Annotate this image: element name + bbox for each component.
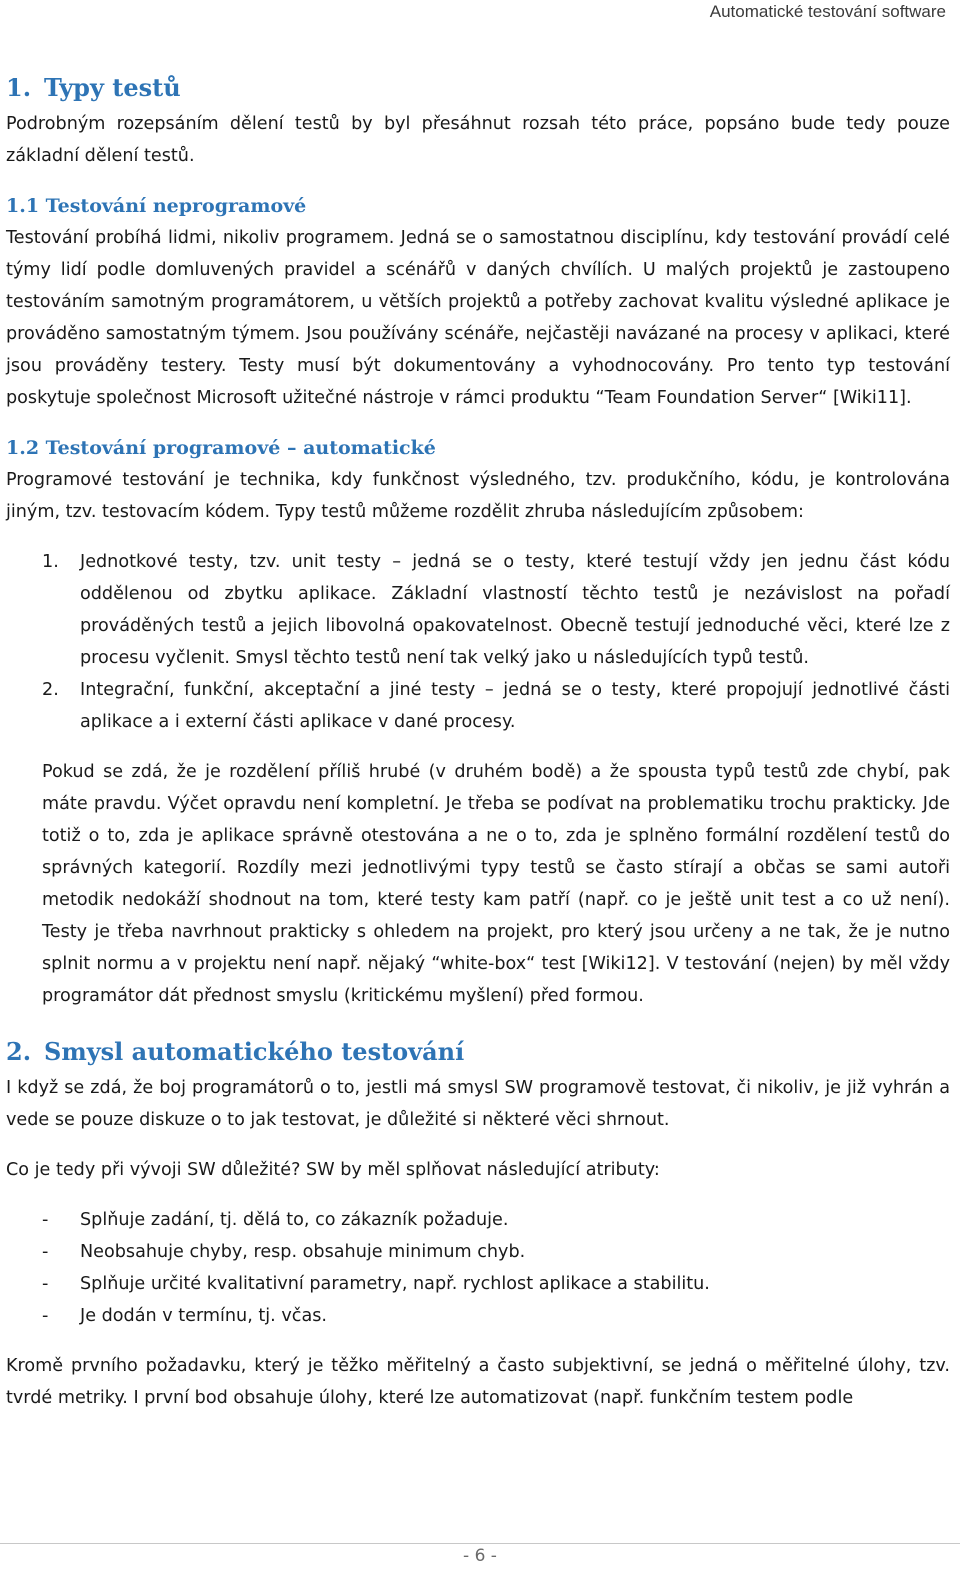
list-item-text: Neobsahuje chyby, resp. obsahuje minimum chyb.: [80, 1242, 526, 1262]
running-header: Automatické testování software: [709, 2, 946, 21]
list-marker: -: [42, 1210, 49, 1230]
paragraph-purpose: I když se zdá, že boj programátorů o to, jestli má smysl SW programově testovat, či nikoliv, je již vyhrán a vede se pouze diskuze o to jak testovat, je důležité si některé věci shrnout.: [6, 1078, 950, 1130]
list-item: [6, 1236, 950, 1268]
footer-divider: [0, 1543, 960, 1544]
list-item: [6, 1268, 950, 1300]
paragraph-intro: Podrobným rozepsáním dělení testů by byl přesáhnut rozsah této práce, popsáno bude tedy pouze základní dělení testů.: [6, 114, 950, 166]
paragraph-programmatic-testing: Programové testování je technika, kdy funkčnost výsledného, tzv. produkčního, kódu, je kontrolována jiným, tzv. testovacím kódem. Typy testů můžeme rozdělit zhruba následujícím způsobem:: [6, 470, 950, 522]
list-item-text: Splňuje zadání, tj. dělá to, co zákazník požaduje.: [80, 1210, 509, 1230]
heading-section-1: [0, 68, 950, 108]
paragraph-question: Co je tedy při vývoji SW důležité? SW by měl splňovat následující atributy:: [6, 1160, 660, 1180]
list-marker: 1.: [42, 552, 59, 572]
heading-title: Smysl automatického testování: [44, 1037, 465, 1066]
heading-section-1-2: 1.2 Testování programové – automatické: [6, 437, 436, 459]
list-item: [6, 1204, 950, 1236]
heading-section-2: [0, 1032, 950, 1072]
list-marker: -: [42, 1242, 49, 1262]
list-item-text: Je dodán v termínu, tj. včas.: [80, 1306, 327, 1326]
paragraph-metrics: Kromě prvního požadavku, který je těžko měřitelný a často subjektivní, se jedná o měřitelné úlohy, tzv. tvrdé metriky. I první bod obsahuje úlohy, které lze automatizovat (např. funkčním testem podle: [6, 1356, 950, 1408]
list-item: [6, 1300, 950, 1332]
paragraph-manual-testing: Testování probíhá lidmi, nikoliv programem. Jedná se o samostatnou disciplínu, kdy testování provádí celé týmy lidí podle domluvených pravidel a scénářů v daných chvílích. U malých projektů je zastoupeno testováním samotným programátorem, u větších projektů a potřeby zachovat kvalitu výsledné aplikace je prováděno samostatným týmem. Jsou používány scénáře, nejčastěji navázané na procesy v aplikaci, které jsou prováděny testery. Testy musí být dokumentovány a vyhodnocovány. Pro tento typ testování poskytuje společnost Microsoft užitečné nástroje v rámci produktu “Team Foundation Server“ [Wiki11].: [6, 228, 950, 408]
list-marker: 2.: [42, 680, 59, 700]
heading-number: 2.: [6, 1037, 32, 1066]
heading-title: Typy testů: [44, 73, 181, 102]
test-types-list: [6, 546, 950, 738]
list-item: [6, 674, 950, 738]
list-item-text: Integrační, funkční, akceptační a jiné testy – jedná se o testy, které propojují jednotlivé části aplikace a i externí části aplikace v dané procesy.: [80, 680, 950, 732]
paragraph-note: Pokud se zdá, že je rozdělení příliš hrubé (v druhém bodě) a že spousta typů testů zde chybí, pak máte pravdu. Výčet opravdu není kompletní. Je třeba se podívat na problematiku trochu prakticky. Jde totiž o to, zda je aplikace správně otestována a ne o to, zda je splněno formální rozdělení testů do správných kategorií. Rozdíly mezi jednotlivými typy testů se často stírají a občas se sami autoři metodik nedokáží shodnout na tom, které testy kam patří (např. co je ještě unit test a co už není). Testy je třeba navrhnout prakticky s ohledem na projekt, pro který jsou určeny a ne tak, že je nutno splnit normu a v projektu není např. nějaký “white-box“ test [Wiki12]. V testování (nejen) by měl vždy programátor dát přednost smyslu (kritickému myšlení) před formou.: [42, 762, 950, 1006]
page-number: - 6 -: [463, 1546, 497, 1566]
list-item-text: Splňuje určité kvalitativní parametry, např. rychlost aplikace a stabilitu.: [80, 1274, 710, 1294]
heading-section-1-1: 1.1 Testování neprogramové: [6, 195, 307, 217]
list-marker: -: [42, 1274, 49, 1294]
list-marker: -: [42, 1306, 49, 1326]
page-content: [6, 68, 950, 1414]
list-item-text: Jednotkové testy, tzv. unit testy – jedná se o testy, které testují vždy jen jednu část kódu oddělenou od zbytku aplikace. Základní vlastností těchto testů je nezávislost na pořadí prováděných testů a jejich libovolná opakovatelnost. Obecně testují jednoduché věci, které lze z procesu vyčlenit. Smysl těchto testů není tak velký jako u následujících typů testů.: [80, 552, 950, 668]
attributes-list: [6, 1204, 950, 1332]
heading-number: 1.: [6, 73, 32, 102]
list-item: [6, 546, 950, 674]
